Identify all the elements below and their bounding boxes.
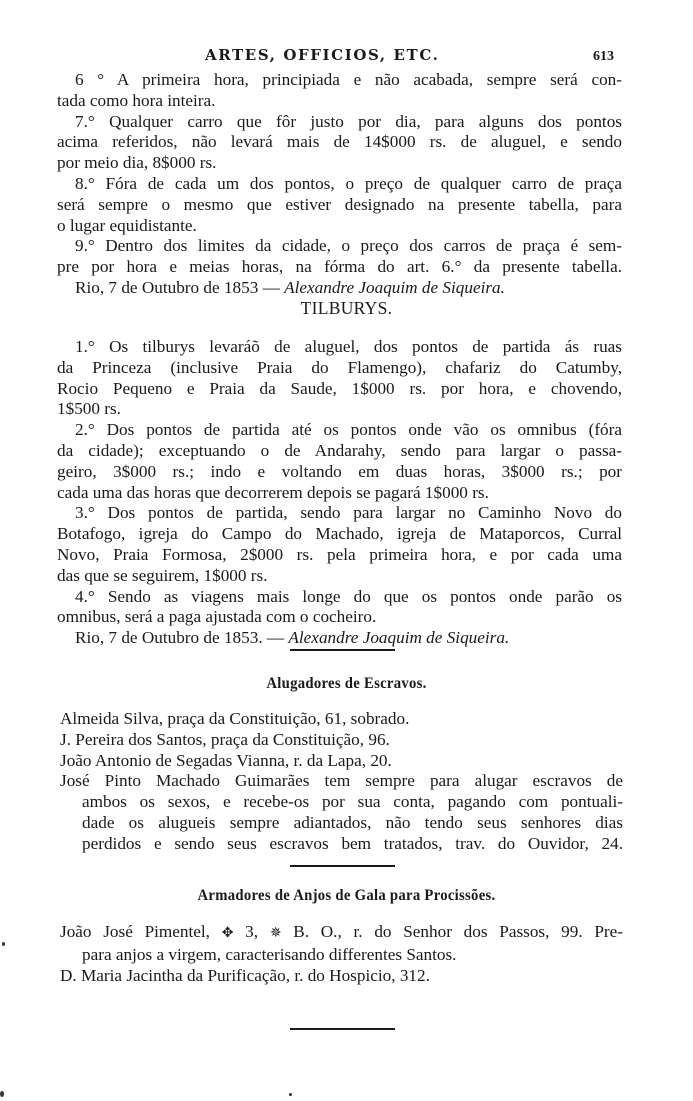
list-item: João Antonio de Segadas Vianna, r. da Lapa, 20. [60,750,392,770]
tilbury-rule-1: 1.° Os tilburys levaráõ de aluguel, dos pontos de partida ás ruas da Princeza (inclusive Praia do Flamengo), chafariz do Catumby, Rocio Pequeno e Praia da Saude, 1$000 rs. por hora, e chovendo, 1$500 rs. [57,337,622,419]
scan-speck [2,942,5,946]
rule-9: 9.° Dentro dos limites da cidade, o preço dos carros de praça é sem- pre por hora e meias horas, na fórma do art. 6.° da presente tabella. [57,236,622,277]
scan-speck [289,1093,292,1096]
section-divider [290,865,395,867]
list-item: J. Pereira dos Santos, praça da Constituição, 96. [60,729,390,749]
tilbury-rule-2: 2.° Dos pontos de partida até os pontos onde vão os omnibus (fóra da cidade); exceptuando o de Andarahy, sendo para largar o passa- geiro, 3$000 rs.; indo e voltando em duas horas, 3$000 rs.; por cada uma das horas que decorrerem depois se pagará 1$000 rs. [57,420,622,502]
signatory-name: Alexandre Joaquim de Siqueira. [284,277,505,297]
rule-6: 6 ° A primeira hora, principiada e não acabada, sempre será con- tada como hora inteira. [57,70,622,110]
list-item: João José Pimentel, ✥ 3, ✵ B. O., r. do Senhor dos Passos, 99. Pre- para anjos a virgem, caracterisando differentes Santos. [60,922,624,964]
star-order-icon: ✵ [269,926,282,941]
page-header [0,46,693,70]
section-title-tilburys: TILBURYS. [300,298,393,318]
running-title: ARTES, OFFICIOS, ETC. [205,46,440,64]
tilbury-rule-3: 3.° Dos pontos de partida, sendo para largar no Caminho Novo do Botafogo, igreja do Campo do Machado, igreja de Mataporcos, Curral Novo, Praia Formosa, 2$000 rs. pela primeira hora, e por cada uma das que se seguirem, 1$000 rs. [57,503,622,585]
signatory-name: Alexandre Joaquim de Siqueira. [288,628,510,648]
tilbury-rule-4: 4.° Sendo as viagens mais longe do que os pontos onde parão os omnibus, será a paga ajustada com o cocheiro. [57,586,622,627]
carros-rules [57,70,622,299]
section-divider [290,1028,395,1030]
page-number: 613 [593,49,614,64]
list-item: Almeida Silva, praça da Constituição, 61, sobrado. [60,709,410,728]
section-title-alugadores: Alugadores de Escravos. [266,675,427,692]
scan-speck [0,1091,4,1097]
signature-carros: Rio, 7 de Outubro de 1853 — Alexandre Joaquim de Siqueira. [75,277,505,297]
tilburys-rules [57,337,622,649]
armadores-list [60,922,623,986]
rule-7: 7.° Qualquer carro que fôr justo por dia, para alguns dos pontos acima referidos, não levará mais de 14$000 rs. de aluguel, e sendo por meio dia, 8$000 rs. [57,111,622,173]
list-item: D. Maria Jacintha da Purificação, r. do Hospicio, 312. [60,965,430,985]
list-item: José Pinto Machado Guimarães tem sempre para alugar escravos de ambos os sexos, e recebe-os por sua conta, pagando com pontuali- dade os alugueis sempre adiantados, não tendo seus senhores dias perdidos e sendo seus escravos bem tratados, trav. do Ouvidor, 24. [60,771,623,853]
rule-8: 8.° Fóra de cada um dos pontos, o preço de qualquer carro de praça será sempre o mesmo que estiver designado na presente tabella, para o lugar equidistante. [57,173,622,235]
section-title-armadores: Armadores de Anjos de Gala para Procissões. [197,887,496,904]
cross-order-icon: ✥ [221,926,234,941]
section-divider [290,649,395,651]
alugadores-list [60,709,623,855]
signature-tilburys: Rio, 7 de Outubro de 1853. — Alexandre Joaquim de Siqueira. [75,628,510,648]
